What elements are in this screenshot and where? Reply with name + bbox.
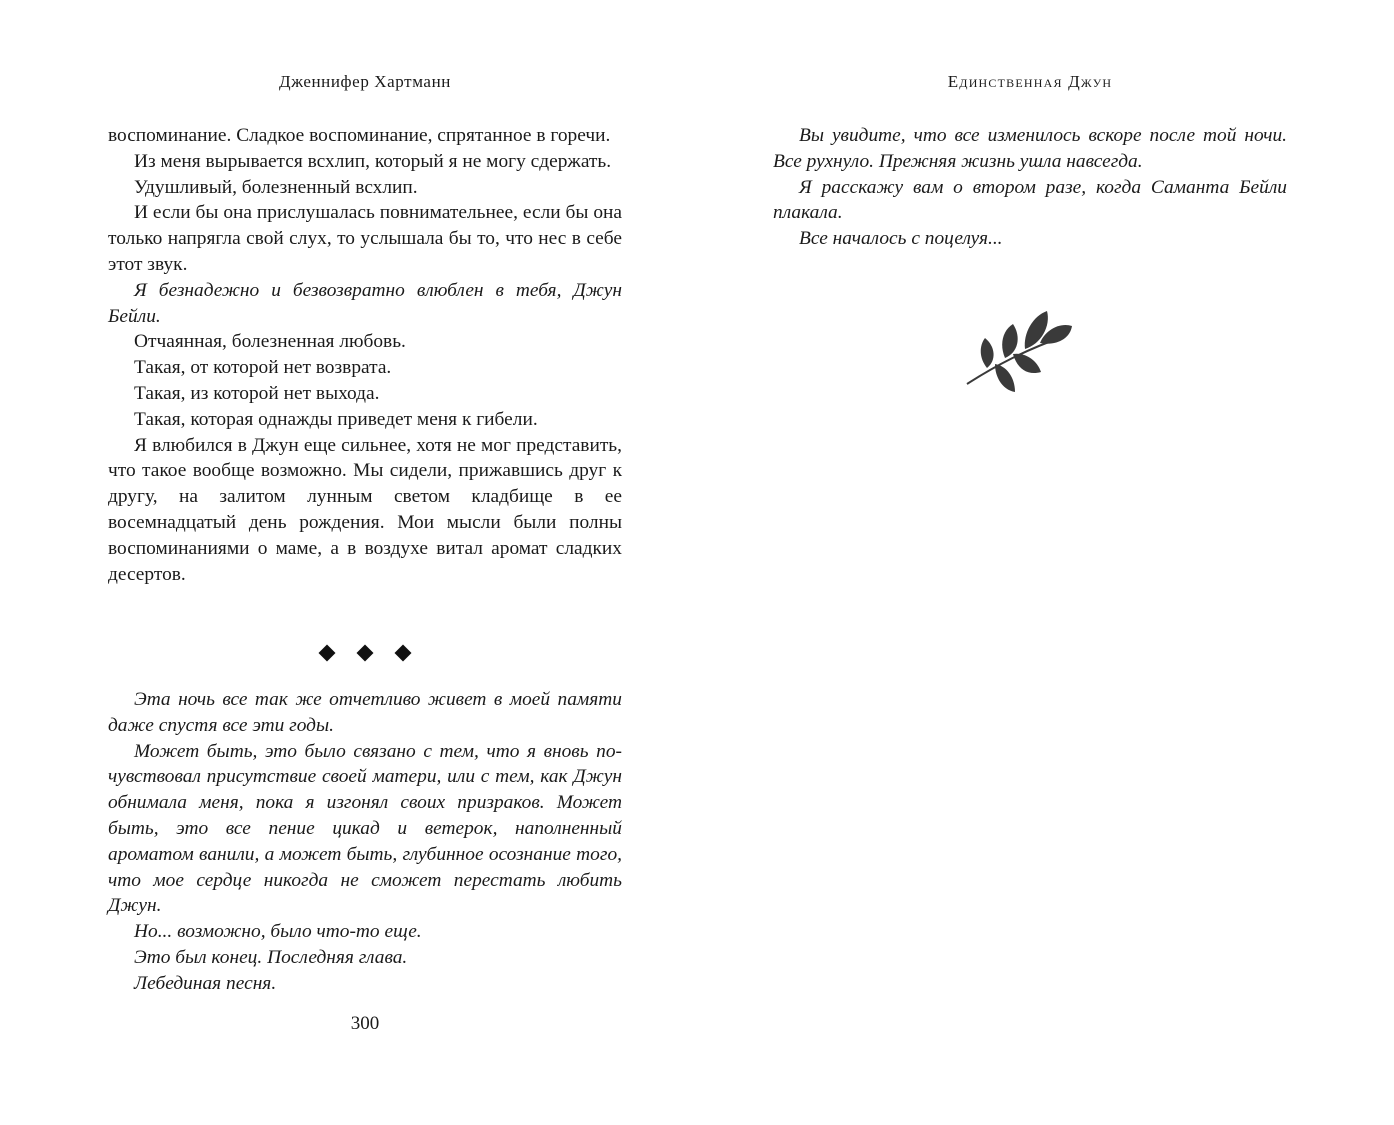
paragraph-italic: Это был конец. Последняя глава. [134, 946, 408, 968]
right-page [697, 0, 1394, 1125]
paragraph: Удушливый, болезненный всхлип. [134, 176, 418, 198]
paragraph: Отчаянная, болезненная любовь. [134, 331, 406, 353]
left-text-block-1 [108, 123, 622, 587]
paragraph-italic: Вы увидите, что все изменилось вскоре после той ночи. Все рухнуло. Прежняя жизнь ушла навсегда. [773, 125, 1287, 172]
paragraph: Из меня вырывается всхлип, который я не могу сдержать. [134, 150, 612, 172]
paragraph: Такая, от которой нет возврата. [134, 357, 392, 379]
paragraph-italic: Но... возможно, было что-то еще. [134, 921, 422, 943]
paragraph: Такая, из которой нет выхода. [134, 382, 380, 404]
paragraph-italic: Я безнадежно и безвозвратно влюблен в тебя, Джун Бейли. [108, 279, 622, 327]
paragraph-italic: Эта ночь все так же отчетливо живет в моей памяти даже спустя все эти годы. [108, 689, 622, 736]
page-number: 300 [350, 1013, 380, 1034]
paragraph: воспоминание. Сладкое воспоминание, спрятанное в горечи. [108, 125, 611, 146]
diamond-icon [395, 645, 412, 662]
paragraph: И если бы она прислушалась повнимательнее, если бы она только напрягла свой слух, то услышала бы то, что нес в себе этот звук. [108, 202, 622, 275]
left-text-block-2 [108, 687, 622, 997]
diamond-icon [319, 645, 336, 662]
paragraph-italic: Я расскажу вам о втором разе, когда Саманта Бейли плакала. [773, 176, 1287, 224]
section-break-diamonds [108, 643, 622, 663]
running-head-author: Дженнифер Хартманн [279, 72, 451, 91]
running-head-title: Единственная Джун [947, 72, 1113, 91]
leaf-branch-icon [965, 308, 1077, 398]
paragraph: Такая, которая однажды приведет меня к гибели. [134, 408, 538, 430]
paragraph: Я влюбился в Джун еще сильнее, хотя не мог представить, что такое вообще возможно. Мы сидели, прижавшись друг к другу, на залитом лунным светом кладбище в ее восемнадцатый день рождения. Мои мысли были полны воспоминаниями о маме, а в воздухе витал аромат сладких десертов. [108, 434, 622, 585]
paragraph-italic: Лебединая песня. [134, 972, 277, 994]
diamond-icon [357, 645, 374, 662]
right-text-block-1 [773, 123, 1287, 252]
paragraph-italic: Может быть, это было связано с тем, что я вновь почувствовал присутствие своей матери, или с тем, как Джун обнимала меня, пока я изгонял своих призраков. Может быть, это все пение цикад и ветерок, наполненный ароматом ванили, а может быть, глубинное осознание того, что мое сердце никогда не сможет перестать любить Джун. [108, 740, 622, 917]
paragraph-italic: Все началось с поцелуя... [799, 228, 1003, 250]
